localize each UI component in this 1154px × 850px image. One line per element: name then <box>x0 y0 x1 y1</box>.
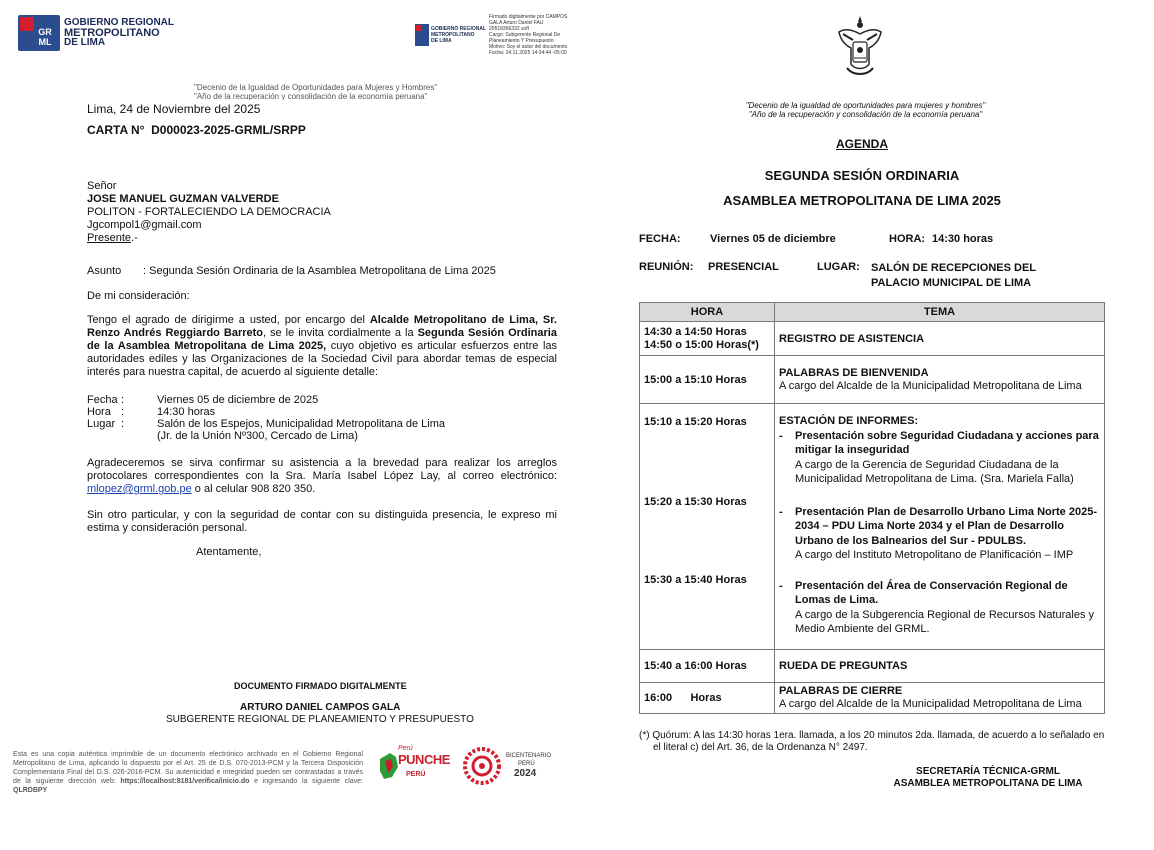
session-title: SEGUNDA SESIÓN ORDINARIA <box>764 168 960 183</box>
signer-name: ARTURO DANIEL CAMPOS GALA <box>240 702 401 713</box>
body-paragraph-1: Tengo el agrado de dirigirme a usted, por encargo del Alcalde Metropolitano de Lima, Sr. Renzo Andrés Reggiardo Barreto, se le invita cordialmente a la Segunda Sesión Ordinaria de la Asamblea Metropolitana de Lima 2025, cuyo objetivo es articular esfuerzos entre las autoridades ediles y las Organizaciones de la Sociedad Civil para abordar temas de especial interés para nuestra capital, de acuerdo al siguiente detalle: <box>87 314 558 378</box>
closing: Atentamente, <box>196 546 262 558</box>
agenda-decade-slogan: "Decenio de la igualdad de oportunidades para mujeres y hombres" "Año de la recuperación y consolidación de la economía peruana" <box>745 101 986 119</box>
signer-title: SUBGERENTE REGIONAL DE PLANEAMIENTO Y PRESUPUESTO <box>166 714 474 725</box>
grml-badge-icon: GR ML <box>18 15 60 51</box>
header-hora: HORA <box>640 303 775 322</box>
letter-date: Lima, 24 de Noviembre del 2025 <box>87 102 261 116</box>
lima-coat-of-arms-icon <box>835 14 885 85</box>
reunion-label: REUNIÓN: <box>639 261 694 273</box>
table-row: 16:00 Horas PALABRAS DE CIERRE A cargo del Alcalde de la Municipalidad Metropolitana de Lima <box>640 683 1105 714</box>
bicentenario-logo: BICENTENARIO PERÚ 2024 <box>462 746 502 791</box>
lugar-label: LUGAR: <box>817 261 860 273</box>
recipient-name: JOSE MANUEL GUZMAN VALVERDE <box>87 193 279 205</box>
digital-signature-stamp <box>415 14 567 56</box>
stamp-text: Firmado digitalmente por CAMPOS GALA Arturo Daniel FAU 20518366332 soft Cargo: Subgerente Regional De Planeamiento Y Presupuesto Motivo: Soy el autor del documento Fecha: 24.11.2025 14:34:44 -05:00 <box>489 14 568 56</box>
agenda-table-header <box>640 303 1105 322</box>
table-row: 15:10 a 15:20 Horas 15:20 a 15:30 Horas 15:30 a 15:40 Horas ESTACIÓN DE INFORMES: - Presentación sobre Seguridad Ciudadana y acciones para mitigar la inseguridad A cargo de la Gerencia de Seguridad Ciudadana de la Municipalidad Metropolitana de Lima. (Sra. Mariela Falla) - Presentación Plan de Desarrollo Urbano Lima Norte 2025-2034 – PDU Lima Norte 2034 y el Plan de Desarrollo Urbano de los Balnearios del Sur - PDULBS. A cargo del Instituto Metropolitano de Planificación – IMP - Presentación del Área de Conservación Regional de Lomas de Lima. A cargo de la Subgerencia Regional de Recursos Naturales y Medio Ambiente del GRML. <box>640 404 1105 650</box>
verify-key: QLRDBPY <box>13 787 48 794</box>
quorum-footnote: (*) Quórum: A las 14:30 horas 1era. llamada, a los 20 minutos 2da. llamada, de acuerdo a lo señalado en el literal c) del Art. 36, de la Ordenanza N° 2497. <box>639 730 1105 753</box>
recipient-email: Jgcompol1@gmail.com <box>87 219 202 231</box>
asunto-line: Asunto : Segunda Sesión Ordinaria de la Asamblea Metropolitana de Lima 2025 <box>87 265 496 277</box>
stamp-logo-icon <box>415 24 429 46</box>
hora-label: HORA: <box>889 233 926 245</box>
agenda-table <box>639 302 1105 714</box>
email-link[interactable]: mlopez@grml.gob.pe <box>87 483 192 495</box>
bicentenario-emblem-icon <box>462 746 502 786</box>
header-tema: TEMA <box>775 303 1105 322</box>
agenda-signature: SECRETARÍA TÉCNICA-GRML ASAMBLEA METROPOLITANA DE LIMA <box>893 766 1083 789</box>
grml-logo-text: GOBIERNO REGIONAL METROPOLITANO DE LIMA <box>64 17 175 48</box>
agenda-title: AGENDA <box>835 137 888 151</box>
stamp-logo: GOBIERNO REGIONAL METROPOLITANO DE LIMA <box>415 14 486 56</box>
details-block: Fecha : Viernes 05 de diciembre de 2025 Hora : 14:30 horas Lugar : Salón de los Espejos, Municipalidad Metropolitana de Lima (Jr. de la Unión Nº300, Cercado de Lima) <box>87 394 446 442</box>
table-row: 15:40 a 16:00 Horas RUEDA DE PREGUNTAS <box>640 650 1105 683</box>
authenticity-footer: Esta es una copia auténtica imprimible de un documento electrónico archivado en el Gobierno Regional Metropolitano de Lima, aplicando lo dispuesto por el Art. 25 de D.S. 070-2013-PCM y la Tercera Disposición Complementaria Final del D.S. 026-2016-PCM. Su autenticidad e integridad pueden ser contrastadas a través de la siguiente dirección web: https://localhost:8181/verifica/inicio.do e ingresando la siguiente clave: QLRDBPY <box>13 751 364 794</box>
grml-logo <box>18 15 174 51</box>
table-row: 15:00 a 15:10 Horas PALABRAS DE BIENVENIDA A cargo del Alcalde de la Municipalidad Metropolitana de Lima <box>640 356 1105 404</box>
body-paragraph-2: Agradeceremos se sirva confirmar su asistencia a la brevedad para realizar los arreglos protocolares correspondientes con la Sra. María Isabel López Lay, al correo electrónico: mlopez@grml.gob.pe o al celular 908 820 350. <box>87 457 557 495</box>
table-row: 14:30 a 14:50 Horas 14:50 o 15:00 Horas(*) REGISTRO DE ASISTENCIA <box>640 322 1105 356</box>
reunion-value: PRESENCIAL <box>708 261 779 273</box>
greeting: De mi consideración: <box>87 290 190 302</box>
decade-slogan: "Decenio de la Igualdad de Oportunidades para Mujeres y Hombres" "Año de la recuperación y consolidación de la economía peruana" <box>194 83 438 100</box>
recipient-org: POLITON - FORTALECIENDO LA DEMOCRACIA <box>87 206 331 218</box>
carta-number: CARTA N° D000023-2025-GRML/SRPP <box>87 123 306 137</box>
hora-value: 14:30 horas <box>932 233 994 245</box>
fecha-label: FECHA: <box>639 233 681 245</box>
lugar-value: SALÓN DE RECEPCIONES DEL PALACIO MUNICIPAL DE LIMA <box>871 262 1037 289</box>
recipient-block: Señor JOSE MANUEL GUZMAN VALVERDE POLITON - FORTALECIENDO LA DEMOCRACIA Jgcompol1@gmail.com Presente.- <box>87 180 331 244</box>
verify-url: https://localhost:8181/verifica/inicio.do <box>120 778 250 785</box>
assembly-title: ASAMBLEA METROPOLITANA DE LIMA 2025 <box>723 193 1001 208</box>
body-paragraph-3: Sin otro particular, y con la seguridad de contar con su distinguida presencia, le expreso mi estima y consideración personal. <box>87 509 557 534</box>
punche-peru-logo: Perú PUNCHE PERÚ <box>376 745 446 785</box>
fecha-value: Viernes 05 de diciembre <box>710 233 836 245</box>
signed-note: DOCUMENTO FIRMADO DIGITALMENTE <box>234 681 407 691</box>
agenda-page <box>577 0 1154 850</box>
